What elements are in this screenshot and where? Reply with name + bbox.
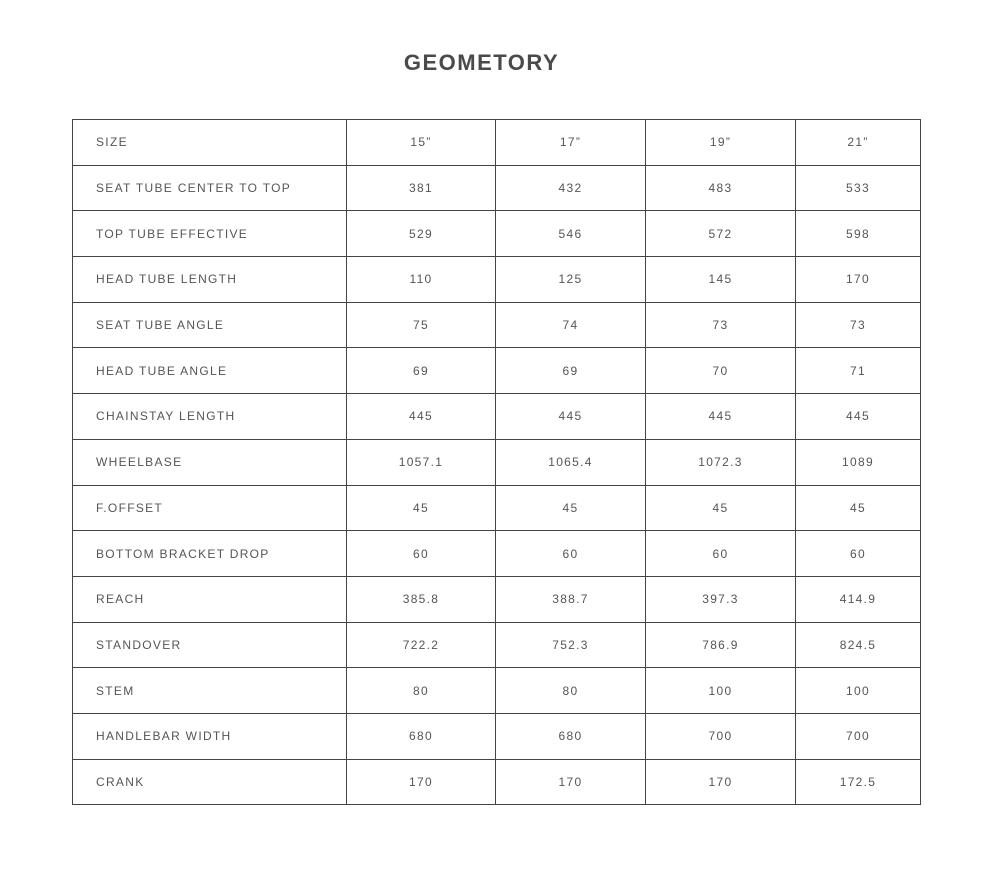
row-value-cell: 70 xyxy=(646,348,796,394)
row-value-cell: 45 xyxy=(347,485,496,531)
row-value-cell: 69 xyxy=(496,348,646,394)
row-value-cell: 80 xyxy=(496,668,646,714)
page-title: GEOMETORY xyxy=(403,50,560,75)
row-value-cell: 69 xyxy=(347,348,496,394)
row-value-cell: 74 xyxy=(496,302,646,348)
row-value-cell: 381 xyxy=(347,165,496,211)
table-row xyxy=(73,165,921,211)
row-value-cell: 445 xyxy=(646,394,796,440)
row-value-cell: 546 xyxy=(496,211,646,257)
table-row xyxy=(73,302,921,348)
header-size-15: 15” xyxy=(347,120,496,166)
row-value-cell: 598 xyxy=(796,211,921,257)
row-value-cell: 73 xyxy=(796,302,921,348)
row-value-cell: 145 xyxy=(646,257,796,303)
table-header-row xyxy=(73,120,921,166)
row-value-cell: 432 xyxy=(496,165,646,211)
row-value-cell: 680 xyxy=(347,713,496,759)
row-value-cell: 533 xyxy=(796,165,921,211)
row-value-cell: 75 xyxy=(347,302,496,348)
table-row xyxy=(73,394,921,440)
table-row xyxy=(73,668,921,714)
row-label-cell: STEM xyxy=(73,668,347,714)
row-value-cell: 786.9 xyxy=(646,622,796,668)
row-value-cell: 700 xyxy=(646,713,796,759)
row-value-cell: 71 xyxy=(796,348,921,394)
table-row xyxy=(73,348,921,394)
row-value-cell: 414.9 xyxy=(796,576,921,622)
row-value-cell: 388.7 xyxy=(496,576,646,622)
row-label-cell: STANDOVER xyxy=(73,622,347,668)
row-value-cell: 170 xyxy=(796,257,921,303)
row-value-cell: 483 xyxy=(646,165,796,211)
row-value-cell: 110 xyxy=(347,257,496,303)
table-row xyxy=(73,439,921,485)
row-value-cell: 385.8 xyxy=(347,576,496,622)
row-value-cell: 60 xyxy=(347,531,496,577)
row-label-cell: TOP TUBE EFFECTIVE xyxy=(73,211,347,257)
header-size-21: 21” xyxy=(796,120,921,166)
row-value-cell: 722.2 xyxy=(347,622,496,668)
row-value-cell: 73 xyxy=(646,302,796,348)
row-label-cell: CRANK xyxy=(73,759,347,805)
row-label-cell: WHEELBASE xyxy=(73,439,347,485)
row-label-cell: CHAINSTAY LENGTH xyxy=(73,394,347,440)
row-value-cell: 1072.3 xyxy=(646,439,796,485)
row-value-cell: 680 xyxy=(496,713,646,759)
table-row xyxy=(73,576,921,622)
row-label-cell: REACH xyxy=(73,576,347,622)
row-value-cell: 1089 xyxy=(796,439,921,485)
row-value-cell: 45 xyxy=(646,485,796,531)
row-value-cell: 60 xyxy=(796,531,921,577)
row-value-cell: 752.3 xyxy=(496,622,646,668)
row-label-cell: HEAD TUBE LENGTH xyxy=(73,257,347,303)
row-value-cell: 445 xyxy=(796,394,921,440)
row-value-cell: 125 xyxy=(496,257,646,303)
row-label-cell: SEAT TUBE ANGLE xyxy=(73,302,347,348)
row-label-cell: SEAT TUBE CENTER TO TOP xyxy=(73,165,347,211)
row-value-cell: 60 xyxy=(496,531,646,577)
geometry-table xyxy=(72,119,921,805)
row-value-cell: 172.5 xyxy=(796,759,921,805)
row-label-cell: HANDLEBAR WIDTH xyxy=(73,713,347,759)
row-value-cell: 445 xyxy=(496,394,646,440)
table-row xyxy=(73,485,921,531)
row-value-cell: 45 xyxy=(496,485,646,531)
row-value-cell: 170 xyxy=(347,759,496,805)
row-value-cell: 170 xyxy=(646,759,796,805)
row-value-cell: 80 xyxy=(347,668,496,714)
row-value-cell: 445 xyxy=(347,394,496,440)
row-value-cell: 572 xyxy=(646,211,796,257)
geometry-table-body xyxy=(73,120,921,805)
table-row xyxy=(73,257,921,303)
table-row xyxy=(73,531,921,577)
row-value-cell: 529 xyxy=(347,211,496,257)
row-value-cell: 1065.4 xyxy=(496,439,646,485)
row-value-cell: 700 xyxy=(796,713,921,759)
table-row xyxy=(73,622,921,668)
table-row xyxy=(73,211,921,257)
row-value-cell: 397.3 xyxy=(646,576,796,622)
row-value-cell: 1057.1 xyxy=(347,439,496,485)
row-label-cell: HEAD TUBE ANGLE xyxy=(73,348,347,394)
row-value-cell: 60 xyxy=(646,531,796,577)
row-value-cell: 100 xyxy=(796,668,921,714)
row-label-cell: F.OFFSET xyxy=(73,485,347,531)
header-size-17: 17” xyxy=(496,120,646,166)
table-row xyxy=(73,759,921,805)
row-value-cell: 45 xyxy=(796,485,921,531)
table-row xyxy=(73,713,921,759)
row-value-cell: 824.5 xyxy=(796,622,921,668)
header-label-cell: SIZE xyxy=(73,120,347,166)
header-size-19: 19” xyxy=(646,120,796,166)
row-value-cell: 100 xyxy=(646,668,796,714)
row-label-cell: BOTTOM BRACKET DROP xyxy=(73,531,347,577)
row-value-cell: 170 xyxy=(496,759,646,805)
